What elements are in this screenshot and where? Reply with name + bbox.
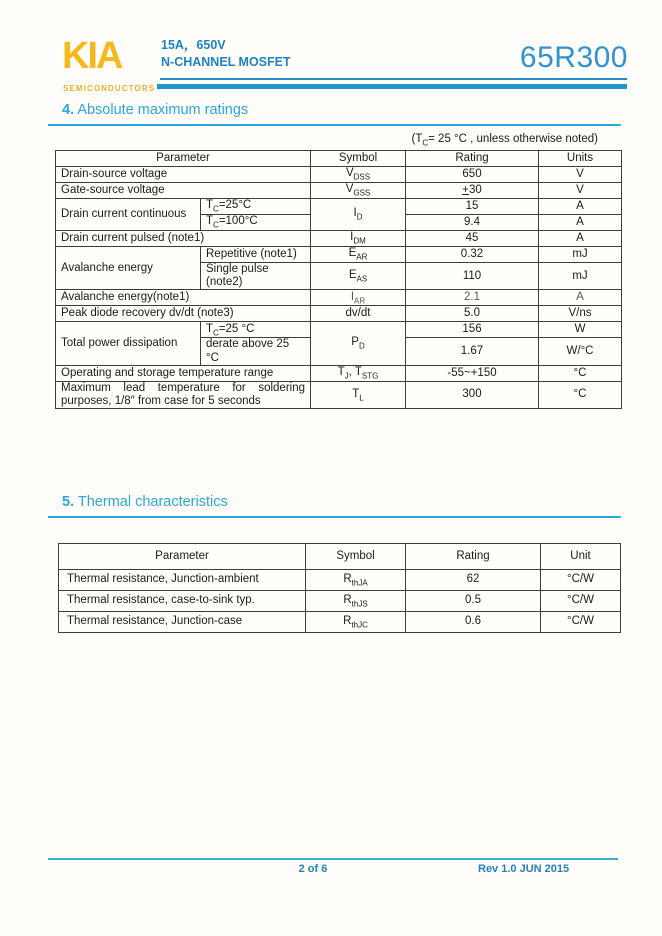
symbol-cell: $P_D$ (311, 322, 406, 365)
param-cell: Avalanche energy(note1) (56, 290, 311, 306)
units-cell: W/°C (539, 338, 622, 365)
table-row (56, 183, 622, 199)
param-cell: Operating and storage temperature range (56, 365, 311, 381)
symbol-cell: $E_{AR}$ (311, 247, 406, 263)
table-row (56, 306, 622, 322)
rating-cell: 650 (406, 167, 539, 183)
rating-cell: +30 (406, 183, 539, 199)
table-row (56, 231, 622, 247)
units-cell: A (539, 215, 622, 231)
section-5-number: 5. (62, 494, 75, 510)
rating-cell: 1.67 (406, 338, 539, 365)
device-description (161, 37, 291, 71)
symbol-cell: $I_{DM}$ (311, 231, 406, 247)
table-row (56, 199, 622, 215)
rating-cell: 0.5 (406, 591, 541, 612)
condition-cell: $T_C=100^\circ C$ (201, 215, 311, 231)
device-rating-line: 15A，650V (161, 38, 226, 52)
column-header-symbol: Symbol (306, 544, 406, 570)
header-rule-thick (157, 84, 627, 89)
condition-cell: derate above 25 °C (201, 338, 311, 365)
table-row (56, 247, 622, 263)
param-cell: Total power dissipation (56, 322, 201, 365)
column-header-rating: Rating (406, 151, 539, 167)
table-header-row (59, 544, 621, 570)
condition-cell: $T_C=25$ °C (201, 322, 311, 338)
condition-cell: Single pulse (note2) (201, 263, 311, 290)
unit-cell: °C/W (541, 612, 621, 633)
param-cell: Drain current continuous (56, 199, 201, 231)
param-cell: Thermal resistance, case-to-sink typ. (59, 591, 306, 612)
column-header-unit: Unit (541, 544, 621, 570)
table-header-row (56, 151, 622, 167)
table-row (59, 570, 621, 591)
symbol-cell: $R_{thJC}$ (306, 612, 406, 633)
table-row (56, 167, 622, 183)
section-4-title (62, 102, 248, 118)
symbol-cell: $R_{thJA}$ (306, 570, 406, 591)
rating-cell: 45 (406, 231, 539, 247)
table-row (59, 591, 621, 612)
absolute-maximum-ratings-table (55, 150, 622, 409)
page-number: 2 of 6 (298, 863, 328, 875)
units-cell: A (539, 199, 622, 215)
section-4-label: Absolute maximum ratings (74, 102, 249, 118)
rating-cell: 300 (406, 381, 539, 408)
device-type-line: N-CHANNEL MOSFET (161, 55, 291, 69)
units-cell: A (539, 231, 622, 247)
section-4-rule (48, 124, 621, 126)
conditions-note: ($T_C= 25$ °C , unless otherwise noted) (411, 133, 598, 148)
unit-cell: °C/W (541, 570, 621, 591)
rating-cell: 9.4 (406, 215, 539, 231)
units-cell: W (539, 322, 622, 338)
rating-cell: 5.0 (406, 306, 539, 322)
column-header-rating: Rating (406, 544, 541, 570)
section-5-title (62, 494, 228, 510)
units-cell: mJ (539, 263, 622, 290)
column-header-symbol: Symbol (311, 151, 406, 167)
symbol-cell: $I_{AR}$ (311, 290, 406, 306)
section-4-number: 4. (62, 102, 75, 118)
param-cell: Gate-source voltage (56, 183, 311, 199)
symbol-cell: dv/dt (311, 306, 406, 322)
rating-cell: 0.32 (406, 247, 539, 263)
units-cell: mJ (539, 247, 622, 263)
symbol-cell: $V_{GSS}$ (311, 183, 406, 199)
param-cell: Peak diode recovery dv/dt (note3) (56, 306, 311, 322)
rating-cell: 2.1 (406, 290, 539, 306)
section-5-label: Thermal characteristics (74, 494, 228, 510)
symbol-cell: $I_D$ (311, 199, 406, 231)
symbol-cell: $T_J$, $T_{STG}$ (311, 365, 406, 381)
footer-rule (48, 858, 618, 860)
column-header-parameter: Parameter (59, 544, 306, 570)
brand-tagline: SEMICONDUCTORS (63, 84, 156, 93)
param-cell: Thermal resistance, Junction-ambient (59, 570, 306, 591)
param-cell: Maximum lead temperature for soldering purposes, 1/8″ from case for 5 seconds (56, 381, 311, 408)
condition-cell: Repetitive (note1) (201, 247, 311, 263)
header-rule-thin (160, 78, 627, 80)
symbol-cell: $E_{AS}$ (311, 263, 406, 290)
table-row (56, 290, 622, 306)
rating-cell: 15 (406, 199, 539, 215)
column-header-units: Units (539, 151, 622, 167)
units-cell: °C (539, 365, 622, 381)
units-cell: V/ns (539, 306, 622, 322)
param-cell: Drain current pulsed (note1) (56, 231, 311, 247)
units-cell: V (539, 183, 622, 199)
units-cell: V (539, 167, 622, 183)
revision-label: Rev 1.0 JUN 2015 (478, 863, 570, 875)
section-5-rule (48, 516, 621, 518)
unit-cell: °C/W (541, 591, 621, 612)
rating-cell: -55~+150 (406, 365, 539, 381)
param-cell: Drain-source voltage (56, 167, 311, 183)
symbol-cell: $R_{thJS}$ (306, 591, 406, 612)
thermal-characteristics-table (58, 543, 621, 633)
rating-cell: 0.6 (406, 612, 541, 633)
symbol-cell: $V_{DSS}$ (311, 167, 406, 183)
table-row (59, 612, 621, 633)
rating-cell: 156 (406, 322, 539, 338)
param-cell: Avalanche energy (56, 247, 201, 290)
part-number: 65R300 (519, 41, 628, 74)
symbol-cell: $T_L$ (311, 381, 406, 408)
table-row (56, 322, 622, 338)
brand-logo: KIA (62, 35, 122, 77)
rating-cell: 62 (406, 570, 541, 591)
condition-cell: $T_C=25^\circ C$ (201, 199, 311, 215)
table-row (56, 365, 622, 381)
table-row (56, 381, 622, 408)
units-cell: °C (539, 381, 622, 408)
column-header-parameter: Parameter (56, 151, 311, 167)
rating-cell: 110 (406, 263, 539, 290)
units-cell: A (539, 290, 622, 306)
param-cell: Thermal resistance, Junction-case (59, 612, 306, 633)
